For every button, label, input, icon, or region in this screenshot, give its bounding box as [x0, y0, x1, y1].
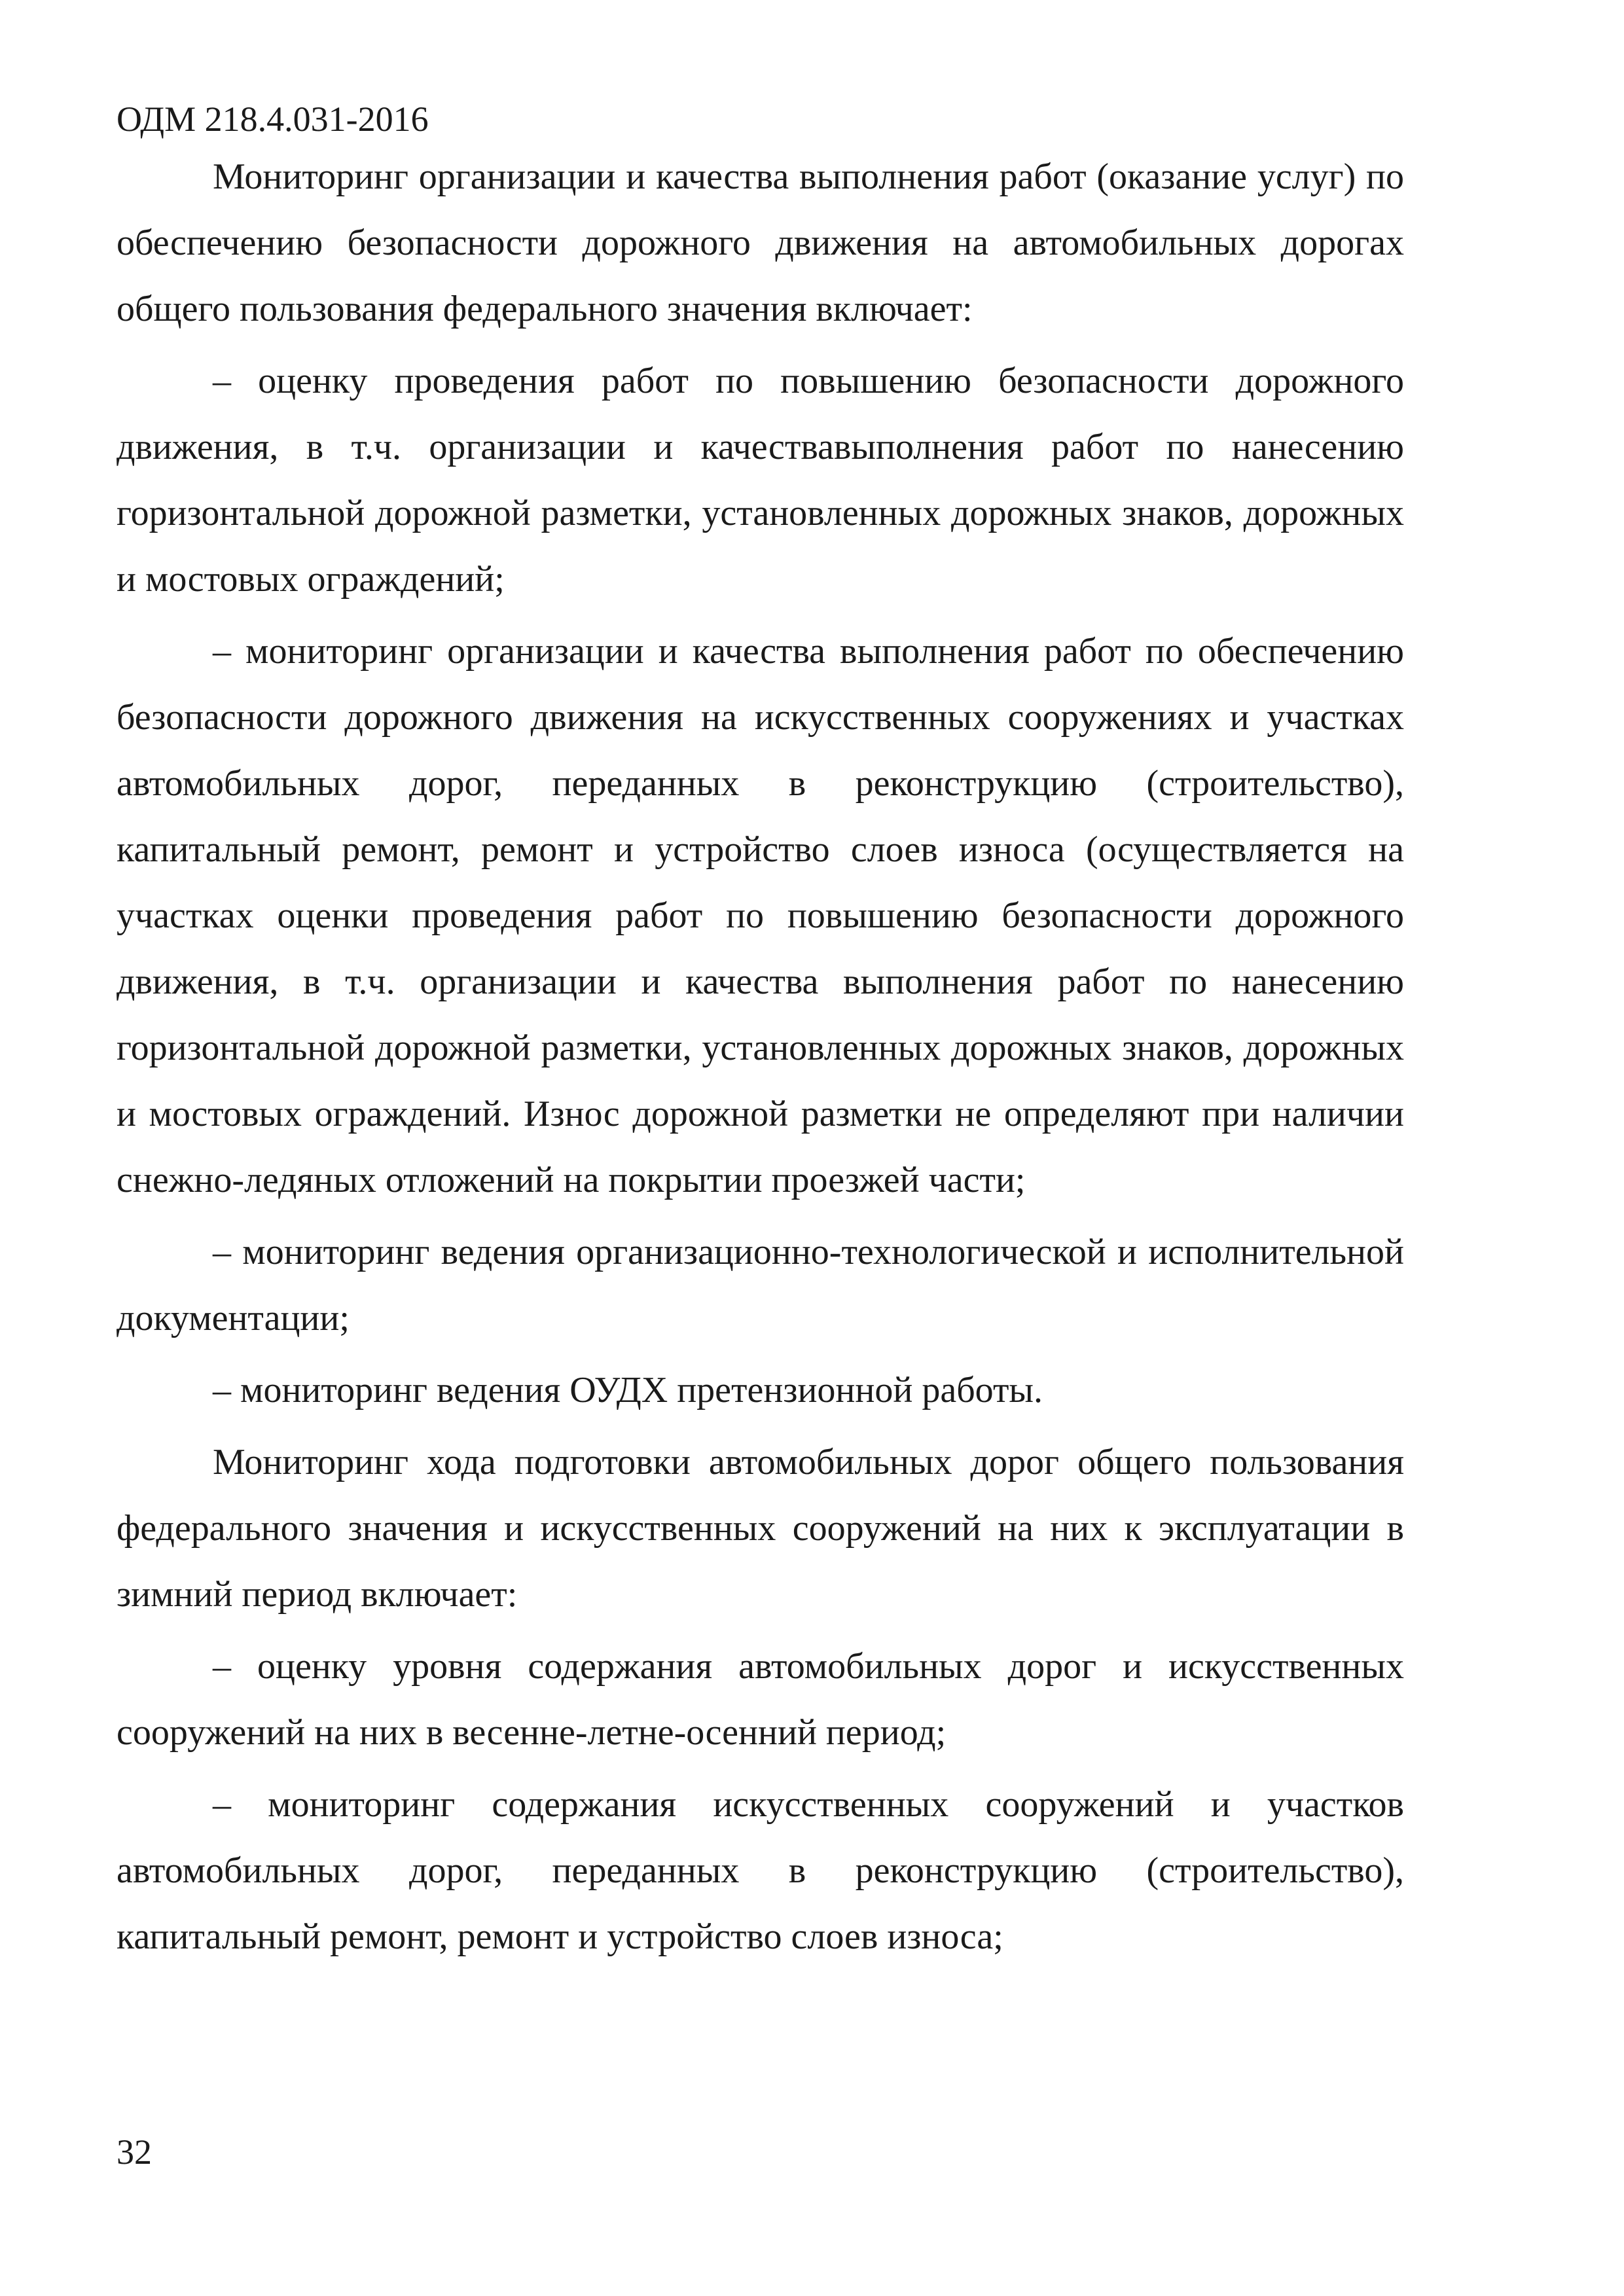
paragraph-maintenance-monitoring: – мониторинг содержания искусственных сооружений и участков автомобильных дорог, переданных в реконструкцию (строительство), капитальный ремонт, ремонт и устройство слоев износа; [117, 1784, 1404, 1957]
document-body [117, 144, 1404, 1970]
paragraph-documentation-monitoring: – мониторинг ведения организационно-технологической и исполнительной документации; [117, 1232, 1404, 1338]
paragraph-maintenance-level-assessment: – оценку уровня содержания автомобильных дорог и искусственных сооружений на них в весенне-летне-осенний период; [117, 1646, 1404, 1753]
page-number: 32 [117, 2132, 152, 2172]
paragraph-winter-preparation-intro: Мониторинг хода подготовки автомобильных дорог общего пользования федерального значения и искусственных сооружений на них к эксплуатации в зимний период включает: [117, 1442, 1404, 1615]
paragraph-structures-monitoring: – мониторинг организации и качества выполнения работ по обеспечению безопасности дорожного движения на искусственных сооружениях и участках автомобильных дорог, переданных в реконструкцию (строительство), капитальный ремонт, ремонт и устройство слоев износа (осуществляется на участках оценки проведения работ по повышению безопасности дорожного движения, в т.ч. организации и качества выполнения работ по нанесению горизонтальной дорожной разметки, установленных дорожных знаков, дорожных и мостовых ограждений. Износ дорожной разметки не определяют при наличии снежно-ледяных отложений на покрытии проезжей части; [117, 631, 1404, 1200]
document-code: ОДМ 218.4.031-2016 [117, 99, 429, 139]
paragraph-safety-works-assessment: – оценку проведения работ по повышению безопасности дорожного движения, в т.ч. организации и качествавыполнения работ по нанесению горизонтальной дорожной разметки, установленных дорожных знаков, дорожных и мостовых ограждений; [117, 361, 1404, 600]
paragraph-claims-monitoring: – мониторинг ведения ОУДХ претензионной работы. [213, 1370, 1043, 1410]
paragraph-road-safety-monitoring-intro: Мониторинг организации и качества выполнения работ (оказание услуг) по обеспечению безопасности дорожного движения на автомобильных дорогах общего пользования федерального значения включает: [117, 156, 1404, 329]
